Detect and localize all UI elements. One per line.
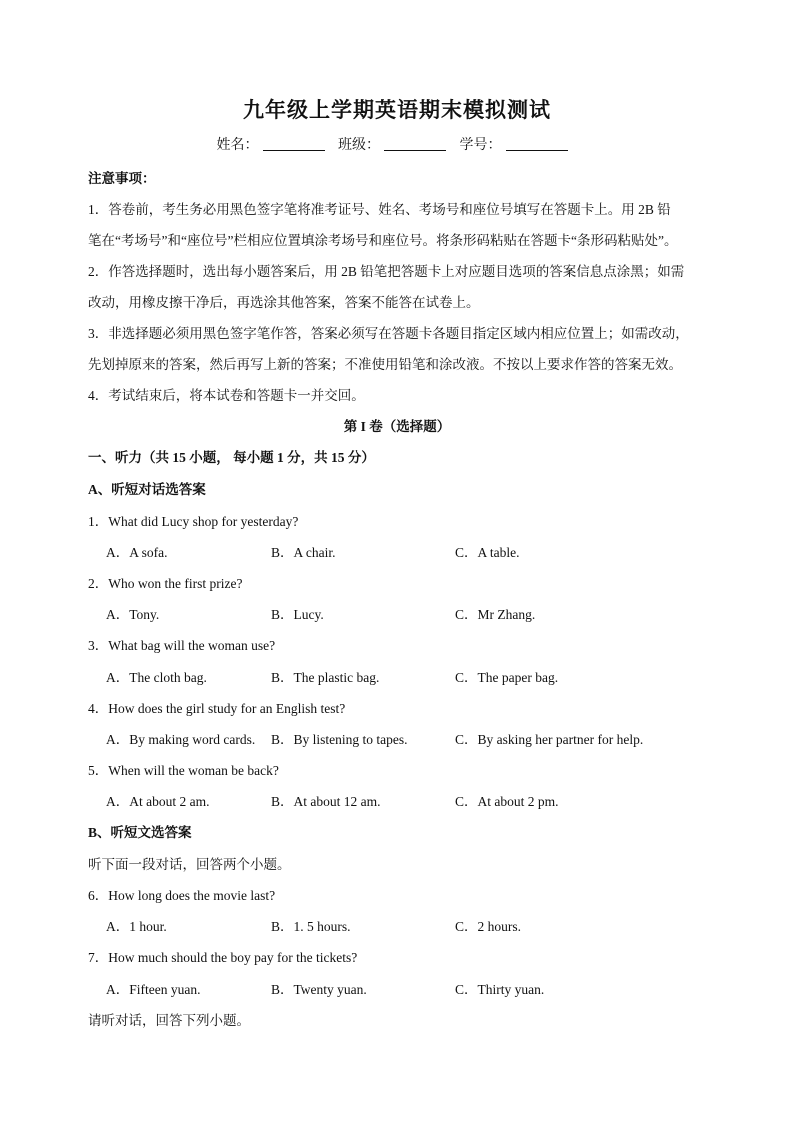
option-c: C．At about 2 pm. [455, 794, 559, 809]
subsection-b-heading: B、听短文选答案 [88, 825, 192, 840]
option-b: B．By listening to tapes. [271, 732, 408, 747]
question-stem: 5．When will the woman be back? [88, 763, 279, 778]
option-b: B．Lucy. [271, 607, 324, 622]
student-info-line [0, 134, 794, 154]
option-b: B．Twenty yuan. [271, 982, 367, 997]
option-b: B．A chair. [271, 545, 336, 560]
note-line: 2．作答选择题时，选出每小题答案后，用 2B 铅笔把答题卡上对应题目选项的答案信息点涂黑；如需 [88, 264, 685, 279]
question-stem: 1．What did Lucy shop for yesterday? [88, 514, 299, 529]
id-label: 学号： [459, 138, 502, 153]
option-b: B．At about 12 am. [271, 794, 381, 809]
question-stem: 2．Who won the first prize? [88, 576, 243, 591]
option-c: C．2 hours. [455, 919, 522, 934]
question-stem: 3．What bag will the woman use? [88, 638, 276, 653]
option-a: A．Tony. [106, 607, 160, 622]
name-label: 姓名： [216, 138, 259, 153]
option-c: C．A table. [455, 545, 520, 560]
note-line: 3．非选择题必须用黑色签字笔作答，答案必须写在答题卡各题目指定区域内相应位置上；如需改动， [88, 326, 689, 341]
option-a: A．At about 2 am. [106, 794, 210, 809]
option-c: C．By asking her partner for help. [455, 732, 644, 747]
note-line: 1．答卷前，考生务必用黑色签字笔将准考证号、姓名、考场号和座位号填写在答题卡上。用 2B 铅 [88, 202, 671, 217]
name-blank [263, 136, 325, 151]
option-a: A．The cloth bag. [106, 670, 207, 685]
note-line: 先划掉原来的答案，然后再写上新的答案；不准使用铅笔和涂改液。不按以上要求作答的答案无效。 [88, 357, 682, 372]
question-stem: 4．How does the girl study for an English test? [88, 701, 346, 716]
class-label: 班级： [338, 138, 380, 153]
class-blank [384, 136, 446, 151]
question-stem: 7．How much should the boy pay for the tickets? [88, 950, 358, 965]
option-a: A．Fifteen yuan. [106, 982, 201, 997]
question-stem: 6．How long does the movie last? [88, 888, 276, 903]
page-title: 九年级上学期英语期末模拟测试 [243, 98, 551, 122]
option-b: B．1. 5 hours. [271, 919, 351, 934]
instruction-line: 请听对话，回答下列小题。 [88, 1013, 250, 1028]
part1-heading: 第 I 卷（选择题） [343, 419, 451, 434]
id-blank [506, 136, 568, 151]
option-b: B．The plastic bag. [271, 670, 380, 685]
note-line: 笔在“考场号”和“座位号”栏相应位置填涂考场号和座位号。将条形码粘贴在答题卡“条形码粘贴处”。 [88, 233, 678, 248]
option-c: C．The paper bag. [455, 670, 559, 685]
option-c: C．Mr Zhang. [455, 607, 536, 622]
note-line: 4．考试结束后，将本试卷和答题卡一并交回。 [88, 388, 365, 403]
note-line: 改动，用橡皮擦干净后，再选涂其他答案，答案不能答在试卷上。 [88, 295, 480, 310]
option-a: A．A sofa. [106, 545, 168, 560]
instruction-line: 听下面一段对话，回答两个小题。 [88, 857, 291, 872]
option-c: C．Thirty yuan. [455, 982, 545, 997]
section1-heading: 一、听力（共 15 小题， 每小题 1 分，共 15 分） [88, 450, 375, 465]
subsection-a-heading: A、听短对话选答案 [88, 482, 206, 497]
option-a: A．By making word cards. [106, 732, 256, 747]
notes-heading: 注意事项： [88, 171, 156, 186]
option-a: A．1 hour. [106, 919, 167, 934]
